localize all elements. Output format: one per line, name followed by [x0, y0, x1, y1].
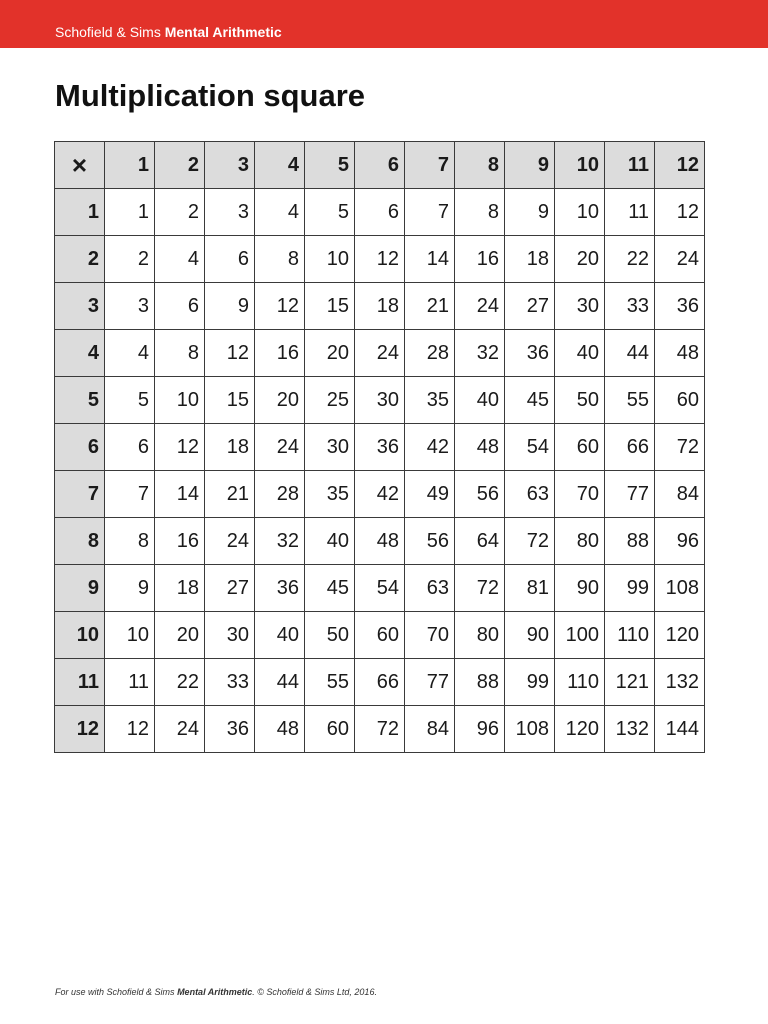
product-cell: 77 — [405, 659, 455, 706]
row-header: 5 — [55, 377, 105, 424]
product-cell: 11 — [105, 659, 155, 706]
row-header: 6 — [55, 424, 105, 471]
product-cell: 24 — [205, 518, 255, 565]
product-cell: 3 — [205, 189, 255, 236]
product-cell: 18 — [205, 424, 255, 471]
product-cell: 22 — [605, 236, 655, 283]
product-cell: 96 — [655, 518, 705, 565]
product-cell: 25 — [305, 377, 355, 424]
column-header: 2 — [155, 142, 205, 189]
product-cell: 90 — [505, 612, 555, 659]
product-cell: 36 — [505, 330, 555, 377]
product-cell: 63 — [405, 565, 455, 612]
product-cell: 48 — [455, 424, 505, 471]
product-cell: 6 — [355, 189, 405, 236]
product-cell: 2 — [155, 189, 205, 236]
top-banner — [0, 0, 768, 48]
table-row — [55, 330, 705, 377]
product-cell: 110 — [605, 612, 655, 659]
product-cell: 63 — [505, 471, 555, 518]
product-cell: 70 — [555, 471, 605, 518]
product-cell: 28 — [255, 471, 305, 518]
product-cell: 24 — [255, 424, 305, 471]
product-cell: 30 — [305, 424, 355, 471]
product-cell: 55 — [605, 377, 655, 424]
table-row — [55, 236, 705, 283]
product-cell: 72 — [655, 424, 705, 471]
product-cell: 20 — [305, 330, 355, 377]
product-cell: 2 — [105, 236, 155, 283]
table-row — [55, 189, 705, 236]
product-cell: 54 — [355, 565, 405, 612]
product-cell: 14 — [155, 471, 205, 518]
product-cell: 108 — [655, 565, 705, 612]
product-cell: 12 — [355, 236, 405, 283]
product-cell: 44 — [605, 330, 655, 377]
footer-note — [55, 987, 377, 998]
product-cell: 55 — [305, 659, 355, 706]
product-cell: 16 — [255, 330, 305, 377]
row-header: 1 — [55, 189, 105, 236]
row-header: 3 — [55, 283, 105, 330]
product-cell: 10 — [555, 189, 605, 236]
product-cell: 120 — [655, 612, 705, 659]
product-cell: 66 — [355, 659, 405, 706]
product-cell: 60 — [305, 706, 355, 753]
product-cell: 20 — [555, 236, 605, 283]
product-cell: 121 — [605, 659, 655, 706]
product-cell: 45 — [305, 565, 355, 612]
product-cell: 36 — [255, 565, 305, 612]
product-cell: 3 — [105, 283, 155, 330]
product-cell: 30 — [355, 377, 405, 424]
product-cell: 84 — [655, 471, 705, 518]
product-cell: 7 — [105, 471, 155, 518]
row-header: 7 — [55, 471, 105, 518]
footer-prefix: For use with Schofield & Sims — [55, 987, 175, 997]
product-cell: 8 — [255, 236, 305, 283]
product-cell: 144 — [655, 706, 705, 753]
product-cell: 18 — [505, 236, 555, 283]
product-cell: 5 — [305, 189, 355, 236]
product-cell: 48 — [255, 706, 305, 753]
product-cell: 7 — [405, 189, 455, 236]
product-cell: 99 — [605, 565, 655, 612]
product-cell: 36 — [355, 424, 405, 471]
product-cell: 24 — [455, 283, 505, 330]
product-cell: 10 — [155, 377, 205, 424]
column-header: 7 — [405, 142, 455, 189]
product-cell: 45 — [505, 377, 555, 424]
product-cell: 36 — [205, 706, 255, 753]
product-cell: 81 — [505, 565, 555, 612]
column-header: 3 — [205, 142, 255, 189]
brand-prefix: Schofield & Sims — [55, 24, 161, 40]
product-cell: 99 — [505, 659, 555, 706]
product-cell: 18 — [355, 283, 405, 330]
product-cell: 8 — [155, 330, 205, 377]
row-header: 4 — [55, 330, 105, 377]
product-cell: 42 — [355, 471, 405, 518]
product-cell: 60 — [355, 612, 405, 659]
product-cell: 33 — [205, 659, 255, 706]
multiply-symbol: × — [55, 142, 105, 189]
product-cell: 84 — [405, 706, 455, 753]
row-header: 12 — [55, 706, 105, 753]
product-cell: 56 — [405, 518, 455, 565]
multiplication-table — [54, 141, 705, 753]
product-cell: 10 — [105, 612, 155, 659]
table-row — [55, 471, 705, 518]
product-cell: 60 — [555, 424, 605, 471]
product-cell: 110 — [555, 659, 605, 706]
table-row — [55, 612, 705, 659]
product-cell: 8 — [105, 518, 155, 565]
product-cell: 28 — [405, 330, 455, 377]
product-cell: 40 — [555, 330, 605, 377]
footer-suffix: . © Schofield & Sims Ltd, 2016. — [252, 987, 377, 997]
column-header: 11 — [605, 142, 655, 189]
product-cell: 90 — [555, 565, 605, 612]
product-cell: 24 — [155, 706, 205, 753]
product-cell: 66 — [605, 424, 655, 471]
product-cell: 56 — [455, 471, 505, 518]
product-cell: 44 — [255, 659, 305, 706]
product-cell: 40 — [305, 518, 355, 565]
header-row — [55, 142, 705, 189]
product-cell: 12 — [655, 189, 705, 236]
product-cell: 35 — [305, 471, 355, 518]
table-row — [55, 377, 705, 424]
product-cell: 36 — [655, 283, 705, 330]
product-cell: 100 — [555, 612, 605, 659]
product-cell: 32 — [255, 518, 305, 565]
product-cell: 33 — [605, 283, 655, 330]
product-cell: 60 — [655, 377, 705, 424]
product-cell: 72 — [505, 518, 555, 565]
product-cell: 8 — [455, 189, 505, 236]
product-cell: 40 — [255, 612, 305, 659]
product-cell: 9 — [505, 189, 555, 236]
product-cell: 24 — [355, 330, 405, 377]
product-cell: 11 — [605, 189, 655, 236]
product-cell: 88 — [605, 518, 655, 565]
column-header: 10 — [555, 142, 605, 189]
product-cell: 108 — [505, 706, 555, 753]
product-cell: 6 — [155, 283, 205, 330]
column-header: 9 — [505, 142, 555, 189]
product-cell: 50 — [305, 612, 355, 659]
product-cell: 70 — [405, 612, 455, 659]
product-cell: 12 — [205, 330, 255, 377]
column-header: 5 — [305, 142, 355, 189]
row-header: 9 — [55, 565, 105, 612]
table-row — [55, 283, 705, 330]
table-row — [55, 706, 705, 753]
product-cell: 22 — [155, 659, 205, 706]
product-cell: 15 — [205, 377, 255, 424]
product-cell: 30 — [205, 612, 255, 659]
table-row — [55, 424, 705, 471]
product-cell: 49 — [405, 471, 455, 518]
product-cell: 12 — [155, 424, 205, 471]
multiplication-table-body — [55, 142, 705, 753]
row-header: 8 — [55, 518, 105, 565]
product-cell: 6 — [205, 236, 255, 283]
product-cell: 4 — [105, 330, 155, 377]
product-cell: 10 — [305, 236, 355, 283]
product-cell: 132 — [655, 659, 705, 706]
column-header: 8 — [455, 142, 505, 189]
product-cell: 12 — [105, 706, 155, 753]
product-cell: 32 — [455, 330, 505, 377]
product-cell: 9 — [205, 283, 255, 330]
brand-product: Mental Arithmetic — [164, 24, 282, 40]
row-header: 11 — [55, 659, 105, 706]
product-cell: 5 — [105, 377, 155, 424]
table-row — [55, 659, 705, 706]
product-cell: 48 — [355, 518, 405, 565]
table-row — [55, 518, 705, 565]
product-cell: 21 — [205, 471, 255, 518]
column-header: 4 — [255, 142, 305, 189]
column-header: 6 — [355, 142, 405, 189]
product-cell: 21 — [405, 283, 455, 330]
product-cell: 24 — [655, 236, 705, 283]
product-cell: 20 — [155, 612, 205, 659]
product-cell: 48 — [655, 330, 705, 377]
product-cell: 80 — [555, 518, 605, 565]
brand-line — [55, 24, 282, 41]
product-cell: 54 — [505, 424, 555, 471]
product-cell: 88 — [455, 659, 505, 706]
footer-product: Mental Arithmetic — [177, 987, 253, 997]
product-cell: 72 — [355, 706, 405, 753]
product-cell: 50 — [555, 377, 605, 424]
product-cell: 77 — [605, 471, 655, 518]
product-cell: 16 — [155, 518, 205, 565]
product-cell: 15 — [305, 283, 355, 330]
table-row — [55, 565, 705, 612]
column-header: 12 — [655, 142, 705, 189]
product-cell: 72 — [455, 565, 505, 612]
product-cell: 18 — [155, 565, 205, 612]
product-cell: 16 — [455, 236, 505, 283]
product-cell: 27 — [205, 565, 255, 612]
product-cell: 35 — [405, 377, 455, 424]
product-cell: 4 — [255, 189, 305, 236]
column-header: 1 — [105, 142, 155, 189]
product-cell: 12 — [255, 283, 305, 330]
product-cell: 40 — [455, 377, 505, 424]
row-header: 10 — [55, 612, 105, 659]
product-cell: 20 — [255, 377, 305, 424]
product-cell: 9 — [105, 565, 155, 612]
row-header: 2 — [55, 236, 105, 283]
product-cell: 120 — [555, 706, 605, 753]
product-cell: 14 — [405, 236, 455, 283]
product-cell: 4 — [155, 236, 205, 283]
product-cell: 1 — [105, 189, 155, 236]
product-cell: 42 — [405, 424, 455, 471]
product-cell: 80 — [455, 612, 505, 659]
product-cell: 132 — [605, 706, 655, 753]
product-cell: 64 — [455, 518, 505, 565]
product-cell: 30 — [555, 283, 605, 330]
product-cell: 6 — [105, 424, 155, 471]
page-title: Multiplication square — [55, 78, 366, 113]
product-cell: 27 — [505, 283, 555, 330]
product-cell: 96 — [455, 706, 505, 753]
